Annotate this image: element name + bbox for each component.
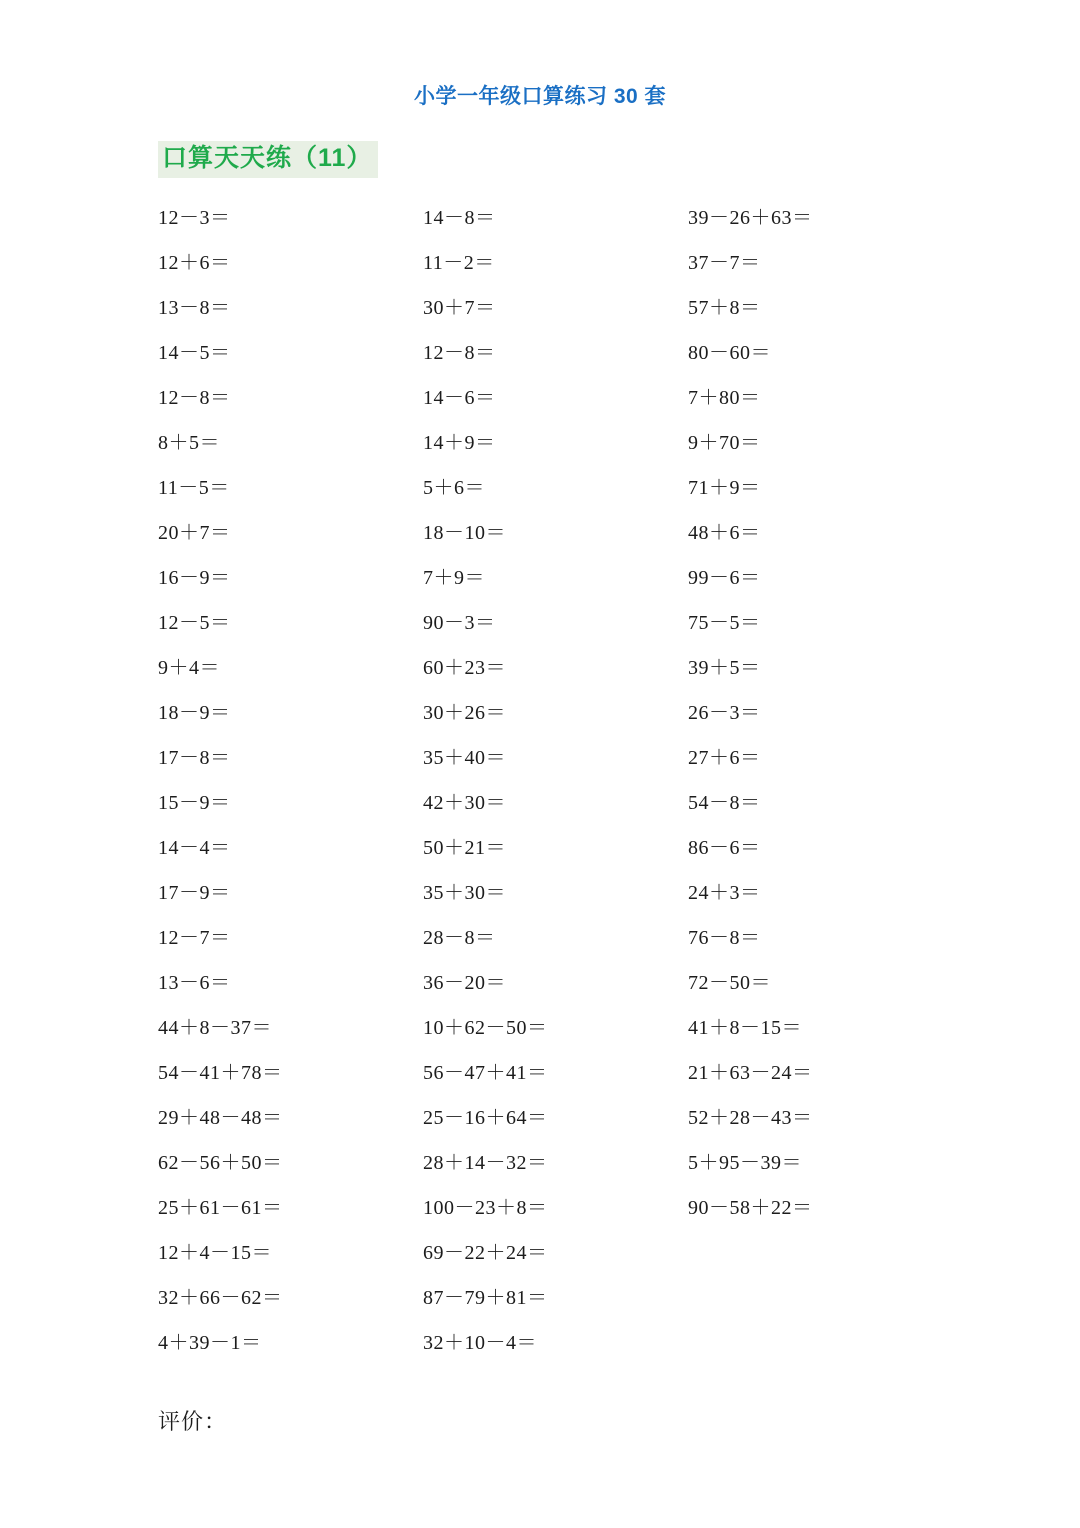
problem-item: 26－3＝	[688, 702, 761, 725]
problem-item: 52＋28－43＝	[688, 1107, 813, 1130]
problem-item: 56－47＋41＝	[423, 1062, 548, 1085]
problem-item: 21＋63－24＝	[688, 1062, 813, 1085]
problem-item: 17－8＝	[158, 747, 231, 770]
problem-item: 9＋4＝	[158, 657, 220, 680]
problem-item: 13－8＝	[158, 297, 231, 320]
problem-item: 14＋9＝	[423, 432, 496, 455]
problem-item: 24＋3＝	[688, 882, 761, 905]
problem-item: 99－6＝	[688, 567, 761, 590]
problem-item: 80－60＝	[688, 342, 771, 365]
problem-item: 25＋61－61＝	[158, 1197, 283, 1220]
problem-item: 12－5＝	[158, 612, 231, 635]
problem-item: 12－7＝	[158, 927, 231, 950]
problem-item: 100－23＋8＝	[423, 1197, 548, 1220]
problem-item: 5＋95－39＝	[688, 1152, 802, 1175]
problem-item: 86－6＝	[688, 837, 761, 860]
problem-item: 90－3＝	[423, 612, 496, 635]
problem-column-2	[423, 196, 688, 1366]
problem-item: 75－5＝	[688, 612, 761, 635]
problem-item: 32＋10－4＝	[423, 1332, 537, 1355]
section-title-row	[0, 141, 1080, 178]
problem-item: 71＋9＝	[688, 477, 761, 500]
problem-item: 15－9＝	[158, 792, 231, 815]
problem-item: 37－7＝	[688, 252, 761, 275]
problem-item: 69－22＋24＝	[423, 1242, 548, 1265]
problem-item: 14－4＝	[158, 837, 231, 860]
problem-item: 60＋23＝	[423, 657, 506, 680]
problem-item: 14－6＝	[423, 387, 496, 410]
problem-item: 41＋8－15＝	[688, 1017, 802, 1040]
problem-item: 44＋8－37＝	[158, 1017, 272, 1040]
problem-item: 12－8＝	[423, 342, 496, 365]
problem-item: 39－26＋63＝	[688, 207, 813, 230]
problem-item: 7＋9＝	[423, 567, 485, 590]
problem-item: 12－3＝	[158, 207, 231, 230]
problem-columns	[0, 196, 1080, 1366]
problem-item: 18－9＝	[158, 702, 231, 725]
problem-item: 72－50＝	[688, 972, 771, 995]
page-title: 小学一年级口算练习 30 套	[413, 85, 667, 108]
problem-item: 48＋6＝	[688, 522, 761, 545]
problem-item: 18－10＝	[423, 522, 506, 545]
problem-item: 42＋30＝	[423, 792, 506, 815]
problem-item: 12＋4－15＝	[158, 1242, 272, 1265]
problem-item: 62－56＋50＝	[158, 1152, 283, 1175]
problem-item: 17－9＝	[158, 882, 231, 905]
problem-item: 50＋21＝	[423, 837, 506, 860]
problem-item: 76－8＝	[688, 927, 761, 950]
problem-item: 28＋14－32＝	[423, 1152, 548, 1175]
problem-item: 25－16＋64＝	[423, 1107, 548, 1130]
problem-item: 8＋5＝	[158, 432, 220, 455]
evaluation-label: 评价：	[158, 1409, 228, 1434]
problem-item: 11－5＝	[158, 477, 230, 500]
problem-item: 4＋39－1＝	[158, 1332, 262, 1355]
problem-item: 16－9＝	[158, 567, 231, 590]
problem-item: 11－2＝	[423, 252, 495, 275]
problem-item: 14－5＝	[158, 342, 231, 365]
problem-item: 5＋6＝	[423, 477, 485, 500]
problem-item: 54－8＝	[688, 792, 761, 815]
problem-column-1	[158, 196, 423, 1366]
problem-item: 35＋30＝	[423, 882, 506, 905]
problem-item: 7＋80＝	[688, 387, 761, 410]
problem-item: 29＋48－48＝	[158, 1107, 283, 1130]
problem-item: 27＋6＝	[688, 747, 761, 770]
problem-item: 54－41＋78＝	[158, 1062, 283, 1085]
problem-item: 57＋8＝	[688, 297, 761, 320]
section-title: 口算天天练（11）	[158, 141, 378, 178]
problem-item: 13－6＝	[158, 972, 231, 995]
problem-item: 12－8＝	[158, 387, 231, 410]
problem-item: 20＋7＝	[158, 522, 231, 545]
problem-item: 9＋70＝	[688, 432, 761, 455]
problem-item: 30＋26＝	[423, 702, 506, 725]
problem-item: 36－20＝	[423, 972, 506, 995]
problem-item: 90－58＋22＝	[688, 1197, 813, 1220]
problem-item: 87－79＋81＝	[423, 1287, 548, 1310]
problem-item: 28－8＝	[423, 927, 496, 950]
problem-item: 12＋6＝	[158, 252, 231, 275]
problem-column-3	[688, 196, 968, 1231]
problem-item: 10＋62－50＝	[423, 1017, 548, 1040]
problem-item: 35＋40＝	[423, 747, 506, 770]
problem-item: 39＋5＝	[688, 657, 761, 680]
problem-item: 14－8＝	[423, 207, 496, 230]
problem-item: 30＋7＝	[423, 297, 496, 320]
problem-item: 32＋66－62＝	[158, 1287, 283, 1310]
